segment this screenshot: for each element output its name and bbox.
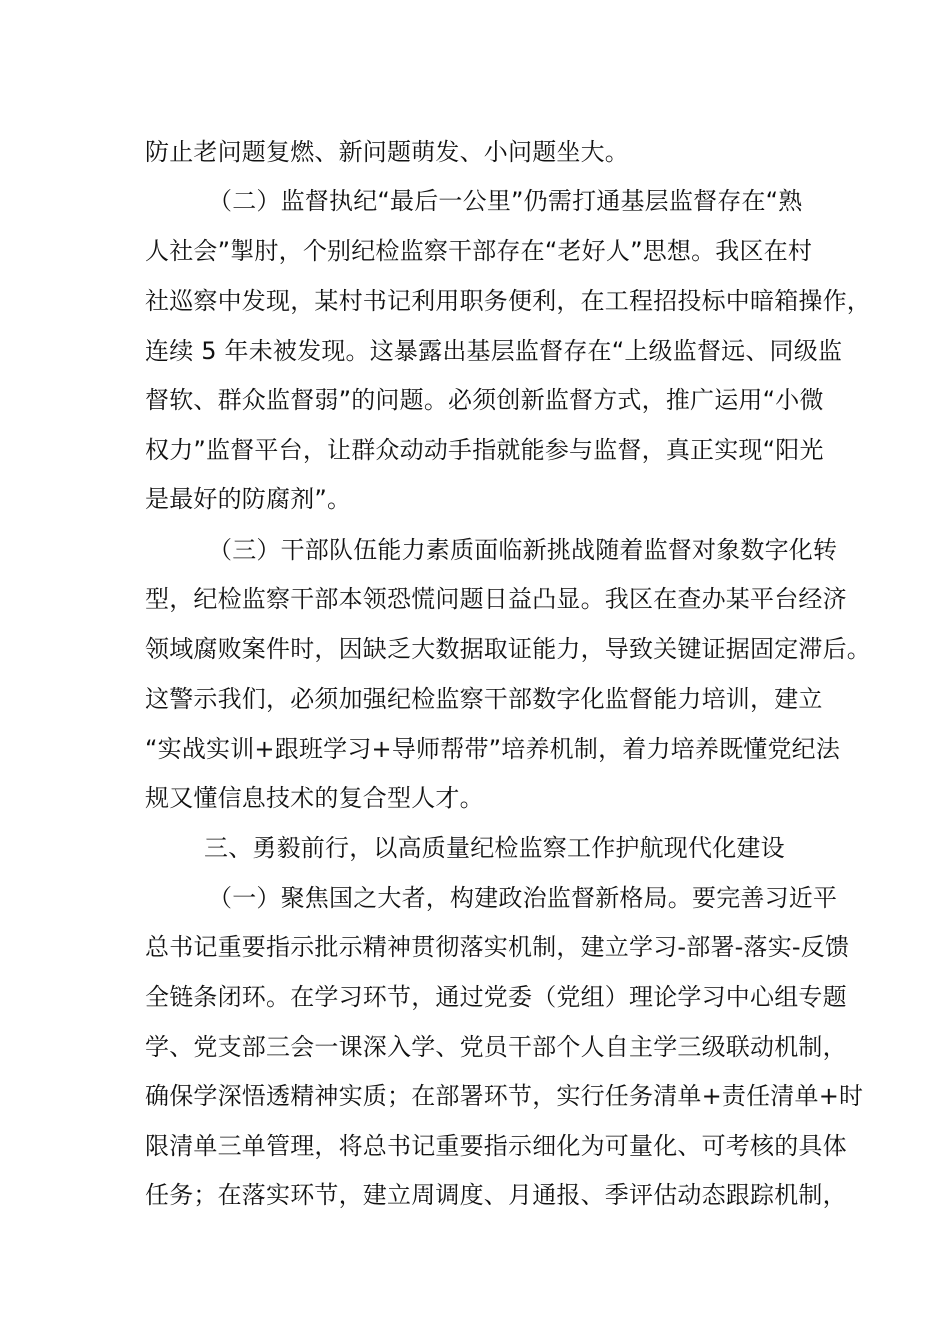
text-line: “实战实训+跟班学习+导师帮带”培养机制，着力培养既懂党纪法 <box>145 735 841 763</box>
paragraph-start: （一）聚焦国之大者，构建政治监督新格局。要完善习近平 <box>208 884 838 912</box>
paragraph-start: （二）监督执纪“最后一公里”仍需打通基层监督存在“熟 <box>208 187 803 215</box>
text-line: 社巡察中发现，某村书记利用职务便利，在工程招投标中暗箱操作， <box>145 287 871 315</box>
text-line: 领域腐败案件时，因缺乏大数据取证能力，导致关键证据固定滞后。 <box>145 635 871 663</box>
text-line: 是最好的防腐剂”。 <box>145 485 352 513</box>
text-line: 规又懂信息技术的复合型人才。 <box>145 784 484 812</box>
text-line: 防止老问题复燃、新问题萌发、小问题坐大。 <box>145 138 629 166</box>
text-line: 确保学深悟透精神实质；在部署环节，实行任务清单+责任清单+时 <box>145 1082 864 1110</box>
text-line: 权力”监督平台，让群众动动手指就能参与监督，真正实现“阳光 <box>145 436 824 464</box>
text-line: 连续 5 年未被发现。这暴露出基层监督存在“上级监督远、同级监 <box>145 337 843 365</box>
text-line: 督软、群众监督弱”的问题。必须创新监督方式，推广运用“小微 <box>145 386 824 414</box>
text-line: 学、党支部三会一课深入学、党员干部个人自主学三级联动机制， <box>145 1033 847 1061</box>
text-line: 任务；在落实环节，建立周调度、月通报、季评估动态跟踪机制， <box>145 1181 847 1209</box>
text-line: 型，纪检监察干部本领恐慌问题日益凸显。我区在查办某平台经济 <box>145 585 847 613</box>
paragraph-start: （三）干部队伍能力素质面临新挑战随着监督对象数字化转 <box>208 536 838 564</box>
section-heading: 三、勇毅前行，以高质量纪检监察工作护航现代化建设 <box>204 834 785 862</box>
text-line: 这警示我们，必须加强纪检监察干部数字化监督能力培训，建立 <box>145 685 823 713</box>
text-line: 限清单三单管理，将总书记重要指示细化为可量化、可考核的具体 <box>145 1132 847 1160</box>
text-line: 全链条闭环。在学习环节，通过党委（党组）理论学习中心组专题 <box>145 983 847 1011</box>
text-line: 总书记重要指示批示精神贯彻落实机制，建立学习-部署-落实-反馈 <box>145 933 850 961</box>
text-line: 人社会”掣肘，个别纪检监察干部存在“老好人”思想。我区在村 <box>145 237 813 265</box>
